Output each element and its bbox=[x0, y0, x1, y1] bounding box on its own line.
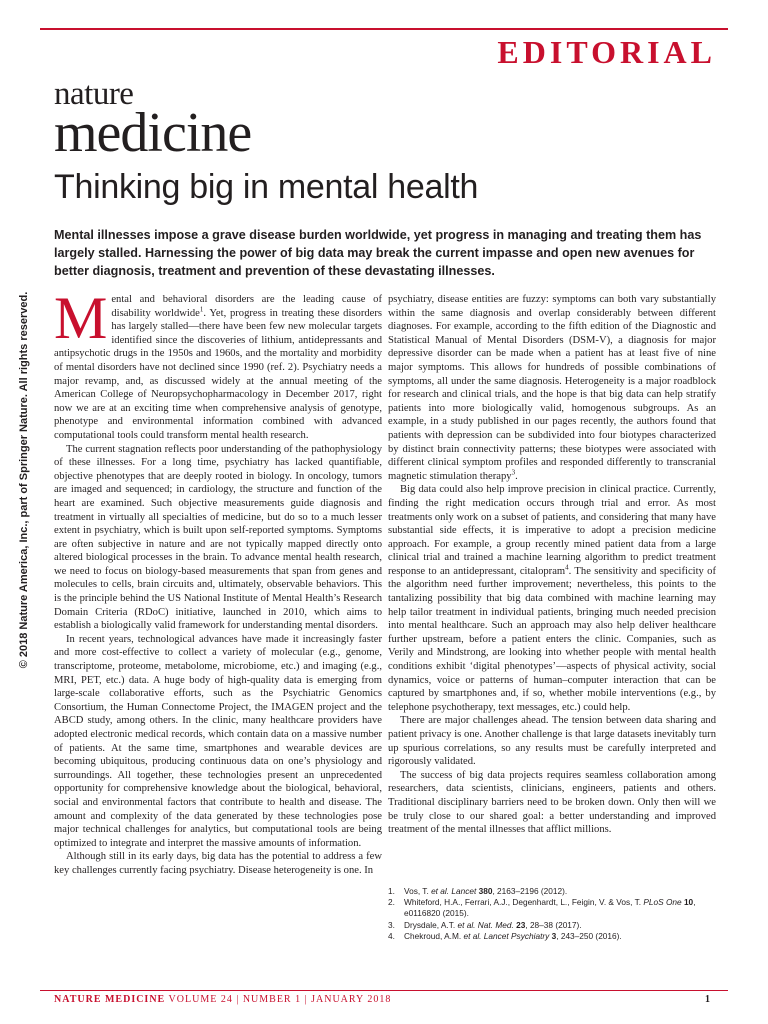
reference-list bbox=[388, 886, 718, 942]
reference-item: 2. Whiteford, H.A., Ferrari, A.J., Degenhardt, L., Feigin, V. & Vos, T. PLoS One 10, e0116820 (2015). bbox=[388, 897, 696, 919]
journal-masthead bbox=[54, 76, 252, 164]
page-number: 1 bbox=[705, 994, 710, 1005]
paragraph: The current stagnation reflects poor understanding of the pathophysiology of these illnesses. For a long time, psychiatry has lacked quantifiable, objective phenotypes that are deeply rooted in biology. In oncology, tumors are imaged and sequenced; in cardiology, the structure and function of the heart are examined. Such objective measurements guide diagnosis and treatment in virtually all specialties of medicine, but do so to a much lesser extent in psychiatry, which is built upon self-reported symptoms. Symptoms are often subjective in nature and are not typically mapped directly onto altered biological processes in the brain. To advance mental health research, we need to focus on biology-based measurements that span from genes and molecules to cells, brain circuits and, ultimately, observable behaviors. This is the principle behind the US National Institute of Mental Health’s Research Domain Criteria (RDoC) initiative, launched in 2010, which aims to establish a biologically valid framework for understanding mental disorders. bbox=[54, 443, 382, 632]
reference-item: 3. Drysdale, A.T. et al. Nat. Med. 23, 28–38 (2017). bbox=[388, 919, 582, 930]
copyright-text: © 2018 Nature America, Inc., part of Springer Nature. All rights reserved. bbox=[18, 291, 30, 669]
masthead-word-nature: nature bbox=[54, 76, 134, 112]
drop-cap: M bbox=[54, 285, 108, 351]
article-title: Thinking big in mental health bbox=[54, 168, 479, 206]
section-label: EDITORIAL bbox=[497, 34, 716, 70]
footer-journal-name: NATURE MEDICINE bbox=[54, 994, 166, 1005]
standfirst: Mental illnesses impose a grave disease burden worldwide, yet progress in managing and treating them has largely stalled. Harnessing the power of big data may break the current impasse and open new avenues for better diagnosis, treatment and prevention of these devastating illnesses. bbox=[54, 228, 702, 278]
reference-item: 1. Vos, T. et al. Lancet 380, 2163–2196 (2012). bbox=[388, 886, 568, 896]
paragraph: In recent years, technological advances have made it increasingly faster and more cost-effective to collect a variety of molecular (e.g., genome, transcriptome, proteome, metabolome, microbiome, etc.) and imaging (e.g., MRI, PET, etc.) data. A huge body of high-quality data is emerging from large-scale collaborative efforts, such as the Psychiatric Genomics Consortium, the Human Connectome Project, the IMAGEN project and the ABCD study, among others. In the clinic, many healthcare providers have adopted electronic medical records, which contain data on a massive number of patients. At the same time, smartphones and wearable devices are becoming ubiquitous, producing continuous data on one’s physiology and surroundings. All together, these technologies present an unprecedented opportunity for comprehensive knowledge about the biological, behavioral, social and environmental factors that contribute to health and disease. The amount and complexity of the data generated by these technologies pose major technical challenges for analytics, but computational tools are being optimized to integrate and interpret the massive amounts of information. bbox=[54, 633, 382, 849]
body-column-right bbox=[388, 293, 716, 837]
paragraph: There are major challenges ahead. The tension between data sharing and patient privacy is one. Another challenge is that large datasets inevitably turn up spurious correlations, so any results must be carefully interpreted and rigorously validated. bbox=[388, 715, 716, 768]
footer-issue: VOLUME 24 | NUMBER 1 | JANUARY 2018 bbox=[168, 994, 392, 1005]
reference-item: 4. Chekroud, A.M. et al. Lancet Psychiatry 3, 243–250 (2016). bbox=[388, 930, 622, 941]
paragraph: Mental and behavioral disorders are the leading cause of disability worldwide$^1$. Yet, progress in treating these disorders has largely stalled—there have been few new molecular targets identified since the discoveries of lithium, antidepressants and antipsychotic drugs in the 1950s and 1960s, and the mortality and morbidity of mental disorders have not declined since 1990 (ref. 2). Psychiatry needs a major revamp, and, as discussed widely at the annual meeting of the American College of Neuropsychopharmacology in December 2017, right now we are at an exciting time when comprehensive analysis of genotype, phenotype and environmental information combined with advanced computational tools could transform mental health research. bbox=[54, 285, 383, 441]
copyright-notice bbox=[4, 270, 44, 690]
header-rule bbox=[40, 28, 728, 30]
paragraph: Big data could also help improve precision in clinical practice. Currently, finding the right medication occurs through trial and error. As most treatments only work on a subset of patients, and considering that many have substantial side effects, it is imperative to adopt a precision medicine approach. For example, a group recently mined patient data from a large clinical trial and trained a machine learning algorithm to predict treatment response to an antidepressant, citalopram$^4$. The sensitivity and specificity of the algorithm need further improvement; nevertheless, this points to the tantalizing possibility that big data combined with machine learning may help tailor treatment in individual patients, bringing much needed precision into mental healthcare. Such an approach may also help deliver healthcare further upstream, before a patient enters the clinic. Companies, such as Verily and Mindstrong, are looking into whether people with mental health conditions exhibit ‘digital phenotypes’—aspects of physical activity, social dynamics, voice or patterns of human–computer interaction that can be captured by smartphones and, if so, whether mobile interventions (e.g., by telephone psychotherapy, text messages, etc.) could help. bbox=[388, 484, 717, 713]
body-column-left bbox=[54, 285, 383, 878]
footer-journal-info bbox=[54, 994, 391, 1005]
footer-rule bbox=[40, 990, 728, 991]
paragraph: The success of big data projects requires seamless collaboration among researchers, data scientists, clinicians, engineers, patients and others. Traditional disciplinary barriers need to be broken down. Only then will we be truly close to our shared goal: a better understanding and improved treatment of the mental illnesses that afflict millions. bbox=[388, 769, 716, 836]
paragraph: psychiatry, disease entities are fuzzy: symptoms can both vary substantially within the same diagnosis and overlap considerably between different diagnoses. For example, according to the fifth edition of the Diagnostic and Statistical Manual of Mental Disorders (DSM-V), a diagnosis for major depressive disorder can be made when a patient has at least five of nine major symptoms. This allows for hundreds of possible combinations of symptoms, all under the same diagnosis. Heterogeneity is a major roadblock for research and clinical trials, and the hope is that big data can help stratify patients into more biologically valid, homogenous subgroups. As an example, in a study published in our pages recently, the authors found that patients with depression can be subdivided into four biotypes characterized by distinct brain connectivity patterns; these biotypes were associated with different clinical symptom profiles and responded differently to transcranial magnetic stimulation therapy$^3$. bbox=[388, 294, 716, 482]
masthead-word-medicine: medicine bbox=[54, 102, 252, 164]
paragraph: Although still in its early days, big data has the potential to address a few key challenges currently facing psychiatry. Disease heterogeneity is one. In bbox=[54, 851, 382, 876]
